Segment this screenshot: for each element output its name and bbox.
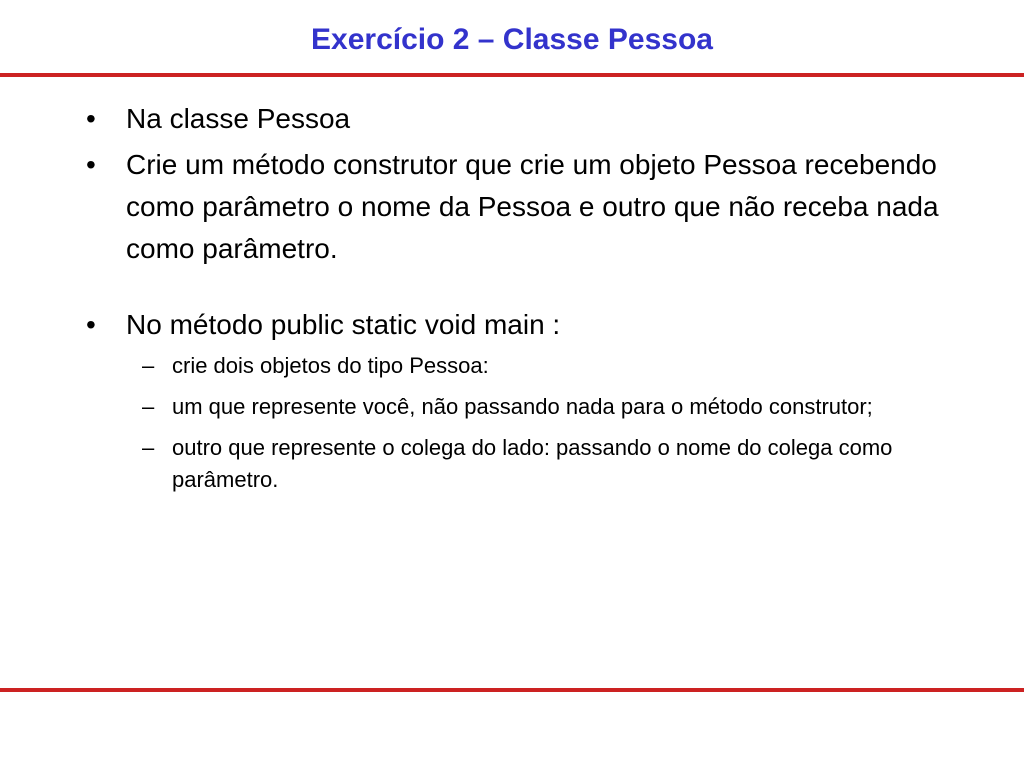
- sub-bullet-item: [86, 391, 966, 423]
- dash-marker: –: [142, 435, 155, 460]
- dash-marker: –: [142, 353, 155, 378]
- bullet-marker: •: [86, 309, 96, 340]
- bottom-divider: [0, 688, 1024, 692]
- bullet-text: Crie um método construtor que crie um objeto Pessoa recebendo como parâmetro o nome da Pessoa e outro que não receba nada como parâmetro.: [126, 149, 939, 264]
- slide-title: Exercício 2 – Classe Pessoa: [311, 23, 713, 56]
- bullet-item: [86, 98, 966, 140]
- slide-content: [86, 98, 966, 505]
- bullet-text: No método public static void main :: [126, 309, 561, 340]
- sub-bullet-item: [86, 432, 966, 496]
- bullet-item: [86, 144, 966, 270]
- bullet-item: [86, 304, 966, 346]
- sub-bullet-text: outro que represente o colega do lado: passando o nome do colega como parâmetro.: [172, 435, 893, 492]
- bullet-marker: •: [86, 103, 96, 134]
- sub-bullet-item: [86, 350, 966, 382]
- bullet-text: Na classe Pessoa: [126, 103, 351, 134]
- sub-bullet-text: um que represente você, não passando nada para o método construtor;: [172, 394, 873, 419]
- top-divider: [0, 73, 1024, 77]
- sub-bullet-text: crie dois objetos do tipo Pessoa:: [172, 353, 489, 378]
- dash-marker: –: [142, 394, 155, 419]
- bullet-marker: •: [86, 149, 96, 180]
